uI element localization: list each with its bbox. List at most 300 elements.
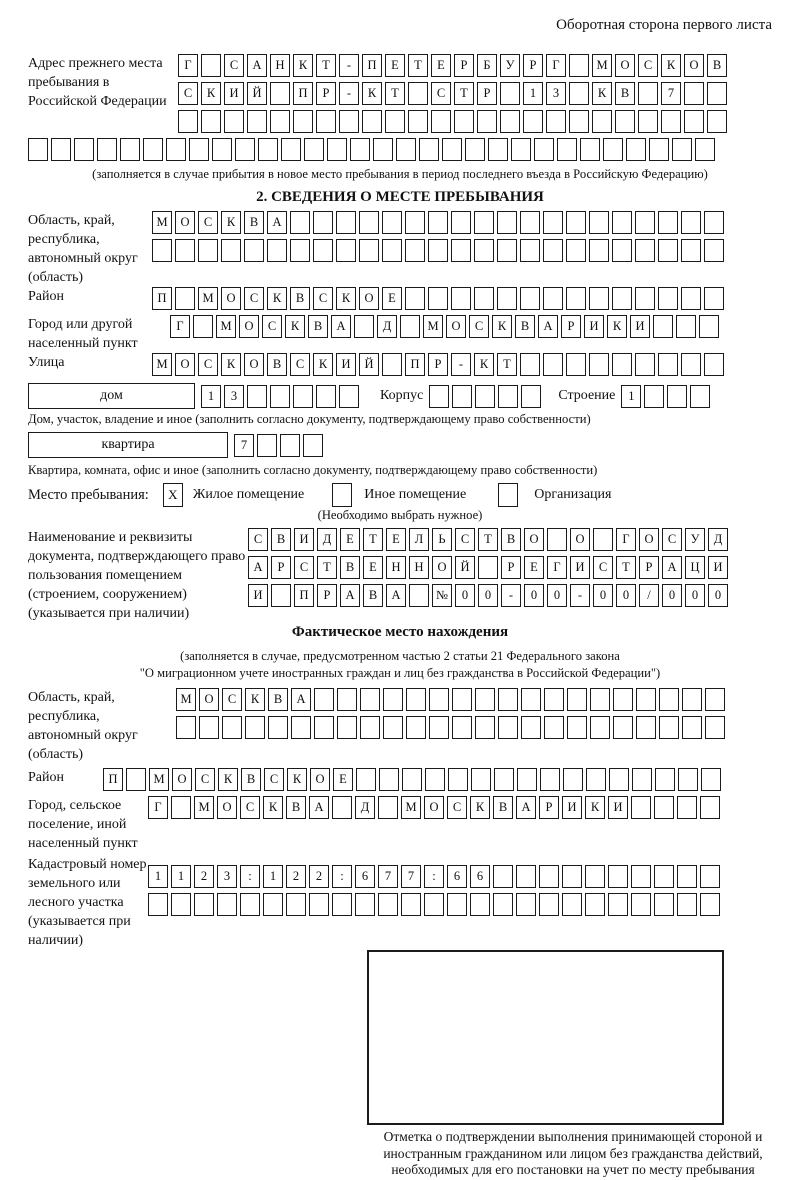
char-cell[interactable]: [286, 893, 306, 916]
char-cell[interactable]: [429, 385, 449, 408]
char-cell[interactable]: С: [290, 353, 310, 376]
char-cell[interactable]: Р: [501, 556, 521, 579]
char-cell[interactable]: [171, 796, 191, 819]
char-cell[interactable]: Д: [317, 528, 337, 551]
char-cell[interactable]: Т: [385, 82, 405, 105]
char-cell[interactable]: [290, 239, 310, 262]
char-cell[interactable]: [704, 287, 724, 310]
char-cell[interactable]: 6: [355, 865, 375, 888]
char-cell[interactable]: Й: [455, 556, 475, 579]
char-cell[interactable]: [451, 287, 471, 310]
char-cell[interactable]: 1: [621, 385, 641, 408]
char-cell[interactable]: Р: [561, 315, 581, 338]
char-cell[interactable]: Н: [270, 54, 290, 77]
char-cell[interactable]: К: [661, 54, 681, 77]
char-cell[interactable]: К: [585, 796, 605, 819]
char-cell[interactable]: К: [474, 353, 494, 376]
char-cell[interactable]: [658, 353, 678, 376]
char-cell[interactable]: П: [294, 584, 314, 607]
char-cell[interactable]: [454, 110, 474, 133]
char-cell[interactable]: [189, 138, 209, 161]
char-cell[interactable]: [240, 893, 260, 916]
char-cell[interactable]: -: [570, 584, 590, 607]
char-cell[interactable]: 3: [224, 385, 244, 408]
char-cell[interactable]: [516, 865, 536, 888]
char-cell[interactable]: 1: [201, 385, 221, 408]
char-cell[interactable]: П: [152, 287, 172, 310]
char-cell[interactable]: [516, 893, 536, 916]
char-cell[interactable]: [382, 211, 402, 234]
char-cell[interactable]: В: [340, 556, 360, 579]
char-cell[interactable]: С: [313, 287, 333, 310]
char-cell[interactable]: [494, 768, 514, 791]
char-cell[interactable]: [451, 211, 471, 234]
char-cell[interactable]: [569, 54, 589, 77]
char-cell[interactable]: [654, 865, 674, 888]
char-cell[interactable]: [198, 239, 218, 262]
char-cell[interactable]: В: [241, 768, 261, 791]
char-cell[interactable]: Е: [340, 528, 360, 551]
char-cell[interactable]: [497, 239, 517, 262]
char-cell[interactable]: 0: [524, 584, 544, 607]
char-cell[interactable]: [543, 211, 563, 234]
char-cell[interactable]: [631, 796, 651, 819]
char-cell[interactable]: [314, 688, 334, 711]
char-cell[interactable]: В: [363, 584, 383, 607]
char-cell[interactable]: [332, 893, 352, 916]
char-cell[interactable]: А: [247, 54, 267, 77]
char-cell[interactable]: С: [222, 688, 242, 711]
char-cell[interactable]: [247, 385, 267, 408]
char-cell[interactable]: К: [293, 54, 313, 77]
char-cell[interactable]: [638, 110, 658, 133]
char-cell[interactable]: 1: [523, 82, 543, 105]
char-cell[interactable]: [175, 287, 195, 310]
char-cell[interactable]: [175, 239, 195, 262]
char-cell[interactable]: [408, 110, 428, 133]
char-cell[interactable]: С: [662, 528, 682, 551]
char-cell[interactable]: [257, 434, 277, 457]
char-cell[interactable]: [448, 768, 468, 791]
char-cell[interactable]: [373, 138, 393, 161]
char-cell[interactable]: И: [336, 353, 356, 376]
char-cell[interactable]: Д: [708, 528, 728, 551]
char-cell[interactable]: О: [524, 528, 544, 551]
char-cell[interactable]: В: [244, 211, 264, 234]
char-cell[interactable]: [498, 385, 518, 408]
char-cell[interactable]: [586, 768, 606, 791]
char-cell[interactable]: [589, 211, 609, 234]
char-cell[interactable]: [406, 688, 426, 711]
char-cell[interactable]: К: [336, 287, 356, 310]
char-cell[interactable]: [396, 138, 416, 161]
char-cell[interactable]: [521, 688, 541, 711]
char-cell[interactable]: [566, 353, 586, 376]
char-cell[interactable]: :: [332, 865, 352, 888]
char-cell[interactable]: 6: [470, 865, 490, 888]
char-cell[interactable]: С: [224, 54, 244, 77]
char-cell[interactable]: [681, 353, 701, 376]
char-cell[interactable]: О: [615, 54, 635, 77]
char-cell[interactable]: [428, 211, 448, 234]
char-cell[interactable]: [520, 287, 540, 310]
char-cell[interactable]: [612, 211, 632, 234]
char-cell[interactable]: [268, 716, 288, 739]
char-cell[interactable]: [589, 353, 609, 376]
char-cell[interactable]: И: [708, 556, 728, 579]
char-cell[interactable]: [661, 110, 681, 133]
char-cell[interactable]: М: [149, 768, 169, 791]
char-cell[interactable]: [608, 893, 628, 916]
char-cell[interactable]: О: [684, 54, 704, 77]
char-cell[interactable]: [258, 138, 278, 161]
char-cell[interactable]: В: [271, 528, 291, 551]
char-cell[interactable]: Е: [386, 528, 406, 551]
char-cell[interactable]: Т: [408, 54, 428, 77]
char-cell[interactable]: Г: [547, 556, 567, 579]
char-cell[interactable]: [612, 287, 632, 310]
char-cell[interactable]: [701, 768, 721, 791]
char-cell[interactable]: [152, 239, 172, 262]
char-cell[interactable]: О: [570, 528, 590, 551]
char-cell[interactable]: М: [401, 796, 421, 819]
char-cell[interactable]: [424, 893, 444, 916]
char-cell[interactable]: [635, 239, 655, 262]
char-cell[interactable]: [428, 287, 448, 310]
char-cell[interactable]: А: [538, 315, 558, 338]
char-cell[interactable]: А: [662, 556, 682, 579]
char-cell[interactable]: [534, 138, 554, 161]
char-cell[interactable]: [682, 688, 702, 711]
char-cell[interactable]: П: [293, 82, 313, 105]
char-cell[interactable]: [488, 138, 508, 161]
char-cell[interactable]: М: [216, 315, 236, 338]
char-cell[interactable]: [608, 865, 628, 888]
char-cell[interactable]: [563, 768, 583, 791]
char-cell[interactable]: 0: [593, 584, 613, 607]
char-cell[interactable]: С: [447, 796, 467, 819]
char-cell[interactable]: М: [152, 353, 172, 376]
char-cell[interactable]: [385, 110, 405, 133]
char-cell[interactable]: Т: [316, 54, 336, 77]
char-cell[interactable]: [636, 716, 656, 739]
char-cell[interactable]: А: [309, 796, 329, 819]
char-cell[interactable]: М: [176, 688, 196, 711]
char-cell[interactable]: [562, 893, 582, 916]
char-cell[interactable]: [677, 893, 697, 916]
char-cell[interactable]: [659, 688, 679, 711]
char-cell[interactable]: [653, 315, 673, 338]
char-cell[interactable]: [194, 893, 214, 916]
char-cell[interactable]: М: [152, 211, 172, 234]
char-cell[interactable]: :: [240, 865, 260, 888]
char-cell[interactable]: [465, 138, 485, 161]
char-cell[interactable]: [176, 716, 196, 739]
char-cell[interactable]: [474, 239, 494, 262]
char-cell[interactable]: [362, 110, 382, 133]
char-cell[interactable]: [659, 716, 679, 739]
char-cell[interactable]: 1: [171, 865, 191, 888]
char-cell[interactable]: [590, 688, 610, 711]
char-cell[interactable]: [382, 239, 402, 262]
char-cell[interactable]: [263, 893, 283, 916]
char-cell[interactable]: К: [267, 287, 287, 310]
char-cell[interactable]: И: [630, 315, 650, 338]
char-cell[interactable]: [684, 110, 704, 133]
char-cell[interactable]: [327, 138, 347, 161]
char-cell[interactable]: [291, 716, 311, 739]
char-cell[interactable]: [337, 688, 357, 711]
char-cell[interactable]: [201, 110, 221, 133]
char-cell[interactable]: 7: [661, 82, 681, 105]
char-cell[interactable]: Е: [363, 556, 383, 579]
char-cell[interactable]: Т: [363, 528, 383, 551]
char-cell[interactable]: [477, 110, 497, 133]
char-cell[interactable]: [498, 716, 518, 739]
char-cell[interactable]: [281, 138, 301, 161]
char-cell[interactable]: [540, 768, 560, 791]
char-cell[interactable]: В: [501, 528, 521, 551]
char-cell[interactable]: 0: [547, 584, 567, 607]
char-cell[interactable]: 0: [616, 584, 636, 607]
char-cell[interactable]: О: [239, 315, 259, 338]
char-cell[interactable]: А: [386, 584, 406, 607]
char-cell[interactable]: Т: [317, 556, 337, 579]
char-cell[interactable]: Е: [382, 287, 402, 310]
char-cell[interactable]: С: [262, 315, 282, 338]
char-cell[interactable]: /: [639, 584, 659, 607]
char-cell[interactable]: Е: [333, 768, 353, 791]
char-cell[interactable]: 2: [286, 865, 306, 888]
char-cell[interactable]: [405, 211, 425, 234]
char-cell[interactable]: [474, 287, 494, 310]
char-cell[interactable]: [654, 796, 674, 819]
char-cell[interactable]: К: [470, 796, 490, 819]
char-cell[interactable]: Р: [454, 54, 474, 77]
char-cell[interactable]: Д: [377, 315, 397, 338]
char-cell[interactable]: В: [268, 688, 288, 711]
char-cell[interactable]: [474, 211, 494, 234]
char-cell[interactable]: [419, 138, 439, 161]
char-cell[interactable]: А: [291, 688, 311, 711]
char-cell[interactable]: [566, 211, 586, 234]
char-cell[interactable]: Р: [539, 796, 559, 819]
char-cell[interactable]: [350, 138, 370, 161]
char-cell[interactable]: [705, 716, 725, 739]
char-cell[interactable]: [217, 893, 237, 916]
char-cell[interactable]: [654, 893, 674, 916]
char-cell[interactable]: [431, 110, 451, 133]
char-cell[interactable]: И: [608, 796, 628, 819]
char-cell[interactable]: М: [194, 796, 214, 819]
char-cell[interactable]: [309, 893, 329, 916]
char-cell[interactable]: [520, 211, 540, 234]
char-cell[interactable]: [267, 239, 287, 262]
char-cell[interactable]: [313, 211, 333, 234]
char-cell[interactable]: И: [248, 584, 268, 607]
char-cell[interactable]: [337, 716, 357, 739]
char-cell[interactable]: [681, 211, 701, 234]
char-cell[interactable]: О: [217, 796, 237, 819]
stay-type-checkbox-organization[interactable]: [498, 483, 518, 507]
char-cell[interactable]: [356, 768, 376, 791]
char-cell[interactable]: [636, 688, 656, 711]
char-cell[interactable]: [704, 353, 724, 376]
char-cell[interactable]: В: [267, 353, 287, 376]
char-cell[interactable]: У: [685, 528, 705, 551]
char-cell[interactable]: Г: [546, 54, 566, 77]
char-cell[interactable]: [705, 688, 725, 711]
char-cell[interactable]: М: [592, 54, 612, 77]
char-cell[interactable]: [354, 315, 374, 338]
char-cell[interactable]: [589, 287, 609, 310]
char-cell[interactable]: 7: [378, 865, 398, 888]
char-cell[interactable]: [658, 287, 678, 310]
char-cell[interactable]: Ь: [432, 528, 452, 551]
char-cell[interactable]: А: [248, 556, 268, 579]
char-cell[interactable]: [632, 768, 652, 791]
char-cell[interactable]: О: [639, 528, 659, 551]
char-cell[interactable]: А: [516, 796, 536, 819]
char-cell[interactable]: 0: [708, 584, 728, 607]
char-cell[interactable]: [143, 138, 163, 161]
char-cell[interactable]: Р: [317, 584, 337, 607]
char-cell[interactable]: Е: [431, 54, 451, 77]
char-cell[interactable]: С: [198, 211, 218, 234]
char-cell[interactable]: 0: [662, 584, 682, 607]
char-cell[interactable]: [613, 688, 633, 711]
char-cell[interactable]: П: [405, 353, 425, 376]
stay-type-checkbox-residential[interactable]: X: [163, 483, 183, 507]
char-cell[interactable]: [546, 110, 566, 133]
char-cell[interactable]: [590, 716, 610, 739]
char-cell[interactable]: Р: [523, 54, 543, 77]
char-cell[interactable]: [517, 768, 537, 791]
char-cell[interactable]: [97, 138, 117, 161]
char-cell[interactable]: [493, 865, 513, 888]
char-cell[interactable]: [612, 239, 632, 262]
char-cell[interactable]: [428, 239, 448, 262]
char-cell[interactable]: О: [432, 556, 452, 579]
char-cell[interactable]: К: [201, 82, 221, 105]
char-cell[interactable]: [359, 239, 379, 262]
char-cell[interactable]: [521, 385, 541, 408]
char-cell[interactable]: [235, 138, 255, 161]
char-cell[interactable]: [447, 893, 467, 916]
char-cell[interactable]: [452, 716, 472, 739]
char-cell[interactable]: [592, 110, 612, 133]
char-cell[interactable]: С: [638, 54, 658, 77]
char-cell[interactable]: [222, 716, 242, 739]
char-cell[interactable]: [383, 688, 403, 711]
char-cell[interactable]: [290, 211, 310, 234]
char-cell[interactable]: [475, 385, 495, 408]
char-cell[interactable]: 2: [194, 865, 214, 888]
char-cell[interactable]: [408, 82, 428, 105]
char-cell[interactable]: О: [424, 796, 444, 819]
char-cell[interactable]: [566, 239, 586, 262]
char-cell[interactable]: Е: [385, 54, 405, 77]
char-cell[interactable]: [539, 893, 559, 916]
char-cell[interactable]: [544, 716, 564, 739]
char-cell[interactable]: Г: [616, 528, 636, 551]
char-cell[interactable]: [199, 716, 219, 739]
char-cell[interactable]: О: [175, 211, 195, 234]
char-cell[interactable]: [672, 138, 692, 161]
char-cell[interactable]: [585, 893, 605, 916]
char-cell[interactable]: [401, 893, 421, 916]
char-cell[interactable]: [497, 211, 517, 234]
char-cell[interactable]: [498, 688, 518, 711]
char-cell[interactable]: [316, 385, 336, 408]
char-cell[interactable]: [383, 716, 403, 739]
char-cell[interactable]: [429, 688, 449, 711]
char-cell[interactable]: [497, 287, 517, 310]
char-cell[interactable]: И: [584, 315, 604, 338]
char-cell[interactable]: Н: [386, 556, 406, 579]
char-cell[interactable]: [74, 138, 94, 161]
char-cell[interactable]: О: [221, 287, 241, 310]
char-cell[interactable]: [126, 768, 146, 791]
char-cell[interactable]: Г: [148, 796, 168, 819]
char-cell[interactable]: [699, 315, 719, 338]
char-cell[interactable]: К: [221, 211, 241, 234]
char-cell[interactable]: Р: [316, 82, 336, 105]
char-cell[interactable]: И: [562, 796, 582, 819]
char-cell[interactable]: [635, 287, 655, 310]
char-cell[interactable]: [520, 239, 540, 262]
char-cell[interactable]: И: [224, 82, 244, 105]
char-cell[interactable]: Д: [355, 796, 375, 819]
char-cell[interactable]: [471, 768, 491, 791]
char-cell[interactable]: [520, 353, 540, 376]
char-cell[interactable]: [442, 138, 462, 161]
char-cell[interactable]: [569, 110, 589, 133]
char-cell[interactable]: [51, 138, 71, 161]
char-cell[interactable]: Т: [497, 353, 517, 376]
char-cell[interactable]: 6: [447, 865, 467, 888]
char-cell[interactable]: №: [432, 584, 452, 607]
char-cell[interactable]: К: [607, 315, 627, 338]
char-cell[interactable]: К: [221, 353, 241, 376]
char-cell[interactable]: 0: [478, 584, 498, 607]
char-cell[interactable]: [378, 893, 398, 916]
char-cell[interactable]: [303, 434, 323, 457]
char-cell[interactable]: К: [263, 796, 283, 819]
char-cell[interactable]: -: [339, 82, 359, 105]
char-cell[interactable]: А: [267, 211, 287, 234]
char-cell[interactable]: [667, 385, 687, 408]
char-cell[interactable]: [631, 893, 651, 916]
char-cell[interactable]: В: [290, 287, 310, 310]
char-cell[interactable]: [304, 138, 324, 161]
char-cell[interactable]: 3: [217, 865, 237, 888]
char-cell[interactable]: [631, 865, 651, 888]
char-cell[interactable]: К: [592, 82, 612, 105]
char-cell[interactable]: [700, 893, 720, 916]
char-cell[interactable]: [511, 138, 531, 161]
char-cell[interactable]: К: [492, 315, 512, 338]
char-cell[interactable]: [148, 893, 168, 916]
char-cell[interactable]: [425, 768, 445, 791]
char-cell[interactable]: [567, 716, 587, 739]
char-cell[interactable]: О: [446, 315, 466, 338]
char-cell[interactable]: [339, 385, 359, 408]
char-cell[interactable]: [612, 353, 632, 376]
char-cell[interactable]: 2: [309, 865, 329, 888]
char-cell[interactable]: [655, 768, 675, 791]
char-cell[interactable]: Р: [271, 556, 291, 579]
